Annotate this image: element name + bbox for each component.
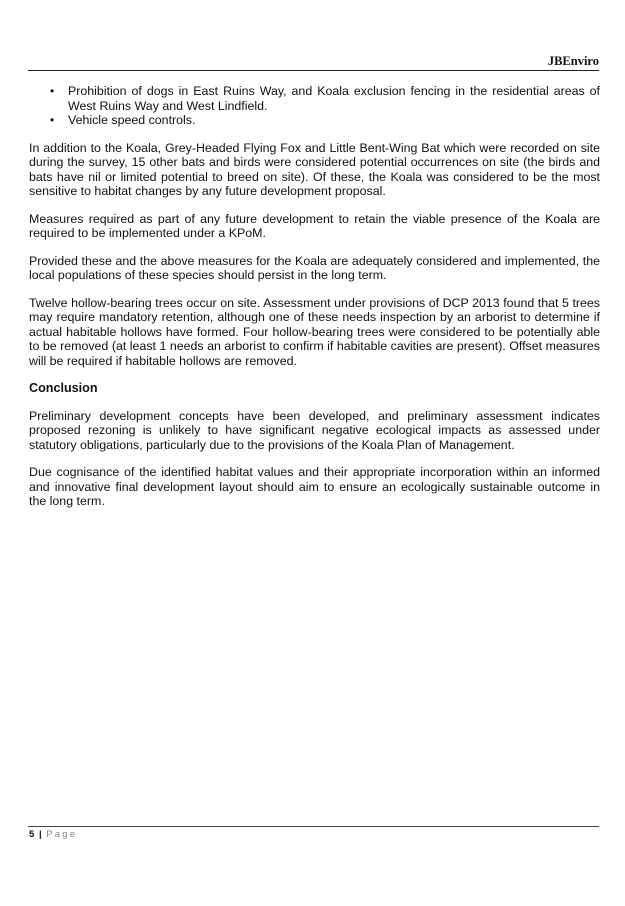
paragraph: Measures required as part of any future development to retain the viable presence of the Koala are required to be implemented under a KPoM. bbox=[29, 211, 600, 240]
bullet-text: Vehicle speed controls. bbox=[68, 113, 196, 127]
paragraph: In addition to the Koala, Grey-Headed Flying Fox and Little Bent-Wing Bat which were recorded on site during the survey, 15 other bats and birds were considered potential occurrences on site (the birds and bats have nil or limited potential to breed on site). Of these, the Koala was considered to be the most sensitive to habitat changes by any future development proposal. bbox=[29, 140, 600, 198]
bullet-text: Prohibition of dogs in East Ruins Way, and Koala exclusion fencing in the residential areas of West Ruins Way and West Lindfield. bbox=[68, 84, 600, 113]
paragraph: Preliminary development concepts have been developed, and preliminary assessment indicates proposed rezoning is unlikely to have significant negative ecological impacts as assessed under statutory obligations, particularly due to the provisions of the Koala Plan of Management. bbox=[29, 408, 600, 452]
header-brand: JBEnviro bbox=[547, 54, 599, 68]
bullet-icon: • bbox=[50, 113, 55, 127]
list-item bbox=[29, 84, 600, 113]
paragraph: Twelve hollow-bearing trees occur on site. Assessment under provisions of DCP 2013 found that 5 trees may require mandatory retention, although one of these needs inspection by an arborist to determine if actual habitable hollows have formed. Four hollow-bearing trees were considered to be potentially able to be removed (at least 1 needs an arborist to confirm if habitable cavities are present). Offset measures will be required if habitable hollows are removed. bbox=[29, 295, 600, 368]
paragraph: Provided these and the above measures for the Koala are adequately considered and implemented, the local populations of these species should persist in the long term. bbox=[29, 253, 600, 282]
footer-separator: | bbox=[38, 829, 42, 840]
page-number: 5 bbox=[29, 829, 35, 840]
page-footer bbox=[29, 829, 77, 840]
page-label: Page bbox=[46, 829, 78, 840]
bullet-icon: • bbox=[50, 84, 55, 98]
footer-divider bbox=[28, 826, 599, 827]
list-item bbox=[29, 113, 600, 128]
section-heading: Conclusion bbox=[29, 381, 98, 395]
paragraph: Due cognisance of the identified habitat values and their appropriate incorporation within an informed and innovative final development layout should aim to ensure an ecologically sustainable outcome in the long term. bbox=[29, 465, 600, 508]
page-body bbox=[29, 84, 600, 522]
header-divider bbox=[28, 70, 599, 71]
bullet-list bbox=[29, 84, 600, 128]
